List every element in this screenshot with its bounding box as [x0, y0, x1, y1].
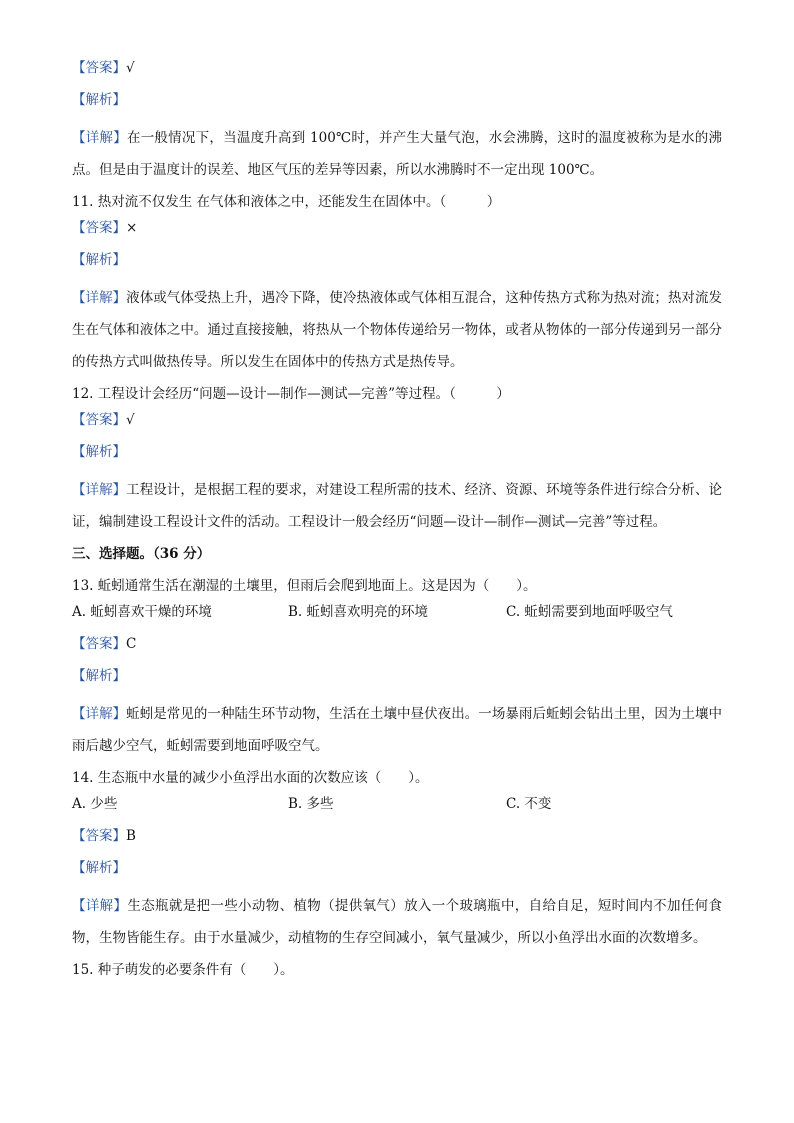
detail-text: 工程设计，是根据工程的要求，对建设工程所需的技术、经济、资源、环境等条件进行综合分析、论证，编制建设工程设计文件的活动。工程设计一般会经历“问题—设计—制作—测试—完善”等过程。 — [72, 482, 723, 530]
question-14: 14. 生态瓶中水量的减少小鱼浮出水面的次数应该（ ）。 — [72, 770, 429, 786]
answer-value: √ — [126, 60, 135, 76]
analysis-tag: 【解析】 — [72, 92, 126, 108]
answer-line — [72, 218, 722, 238]
detail-paragraph — [72, 474, 722, 538]
detail-tag: 【详解】 — [72, 482, 127, 498]
detail-tag: 【详解】 — [72, 130, 127, 146]
answer-value: B — [126, 828, 136, 844]
document-page — [72, 58, 722, 986]
question-15: 15. 种子萌发的必要条件有（ ）。 — [72, 962, 294, 978]
option-c: C. 蚯蚓需要到地面呼吸空气 — [506, 604, 673, 620]
answer-tag: 【答案】 — [72, 412, 126, 428]
answer-value: C — [126, 636, 137, 652]
answer-tag: 【答案】 — [72, 636, 126, 652]
analysis-tag: 【解析】 — [72, 444, 126, 460]
option-c: C. 不变 — [506, 796, 552, 812]
detail-paragraph — [72, 122, 722, 186]
answer-line — [72, 58, 722, 78]
detail-paragraph — [72, 282, 722, 378]
detail-tag: 【详解】 — [72, 898, 128, 914]
detail-text: 液体或气体受热上升，遇冷下降，使冷热液体或气体相互混合，这种传热方式称为热对流；热对流发生在气体和液体之中。通过直接接触，将热从一个物体传递给另一物体，或者从物体的一部分传递到另一部分的传热方式叫做热传导。所以发生在固体中的传热方式是热传导。 — [72, 290, 723, 370]
analysis-tag: 【解析】 — [72, 860, 126, 876]
answer-line — [72, 634, 722, 654]
detail-tag: 【详解】 — [72, 706, 127, 722]
detail-paragraph — [72, 698, 722, 762]
detail-paragraph — [72, 890, 722, 954]
answer-line — [72, 826, 722, 846]
option-a: A. 少些 — [72, 796, 118, 812]
question-11: 11. 热对流不仅发生 在气体和液体之中，还能发生在固体中。（ ） — [72, 194, 501, 210]
answer-value: √ — [126, 412, 135, 428]
option-b: B. 蚯蚓喜欢明亮的环境 — [288, 604, 429, 620]
options-row — [72, 794, 722, 814]
answer-tag: 【答案】 — [72, 828, 126, 844]
options-row — [72, 602, 722, 622]
detail-text: 在一般情况下，当温度升高到 100℃时，并产生大量气泡，水会沸腾，这时的温度被称为是水的沸点。但是由于温度计的误差、地区气压的差异等因素，所以水沸腾时不一定出现 100℃。 — [72, 130, 722, 178]
answer-value: × — [126, 220, 138, 236]
detail-tag: 【详解】 — [72, 290, 127, 306]
answer-line — [72, 410, 722, 430]
section-heading: 三、选择题。（36 分） — [72, 546, 211, 562]
question-12: 12. 工程设计会经历“问题—设计—制作—测试—完善”等过程。（ ） — [72, 386, 510, 402]
answer-tag: 【答案】 — [72, 220, 126, 236]
analysis-tag: 【解析】 — [72, 668, 126, 684]
option-b: B. 多些 — [288, 796, 334, 812]
question-13: 13. 蚯蚓通常生活在潮湿的土壤里，但雨后会爬到地面上。这是因为（ ）。 — [72, 578, 537, 594]
detail-text: 生态瓶就是把一些小动物、植物（提供氧气）放入一个玻璃瓶中，自给自足，短时间内不加任何食物，生物皆能生存。由于水量减少，动植物的生存空间减小，氧气量减少，所以小鱼浮出水面的次数增多。 — [72, 898, 723, 946]
option-a: A. 蚯蚓喜欢干燥的环境 — [72, 604, 212, 620]
answer-tag: 【答案】 — [72, 60, 126, 76]
analysis-tag: 【解析】 — [72, 252, 126, 268]
detail-text: 蚯蚓是常见的一种陆生环节动物，生活在土壤中昼伏夜出。一场暴雨后蚯蚓会钻出土里，因为土壤中雨后越少空气，蚯蚓需要到地面呼吸空气。 — [72, 706, 723, 754]
